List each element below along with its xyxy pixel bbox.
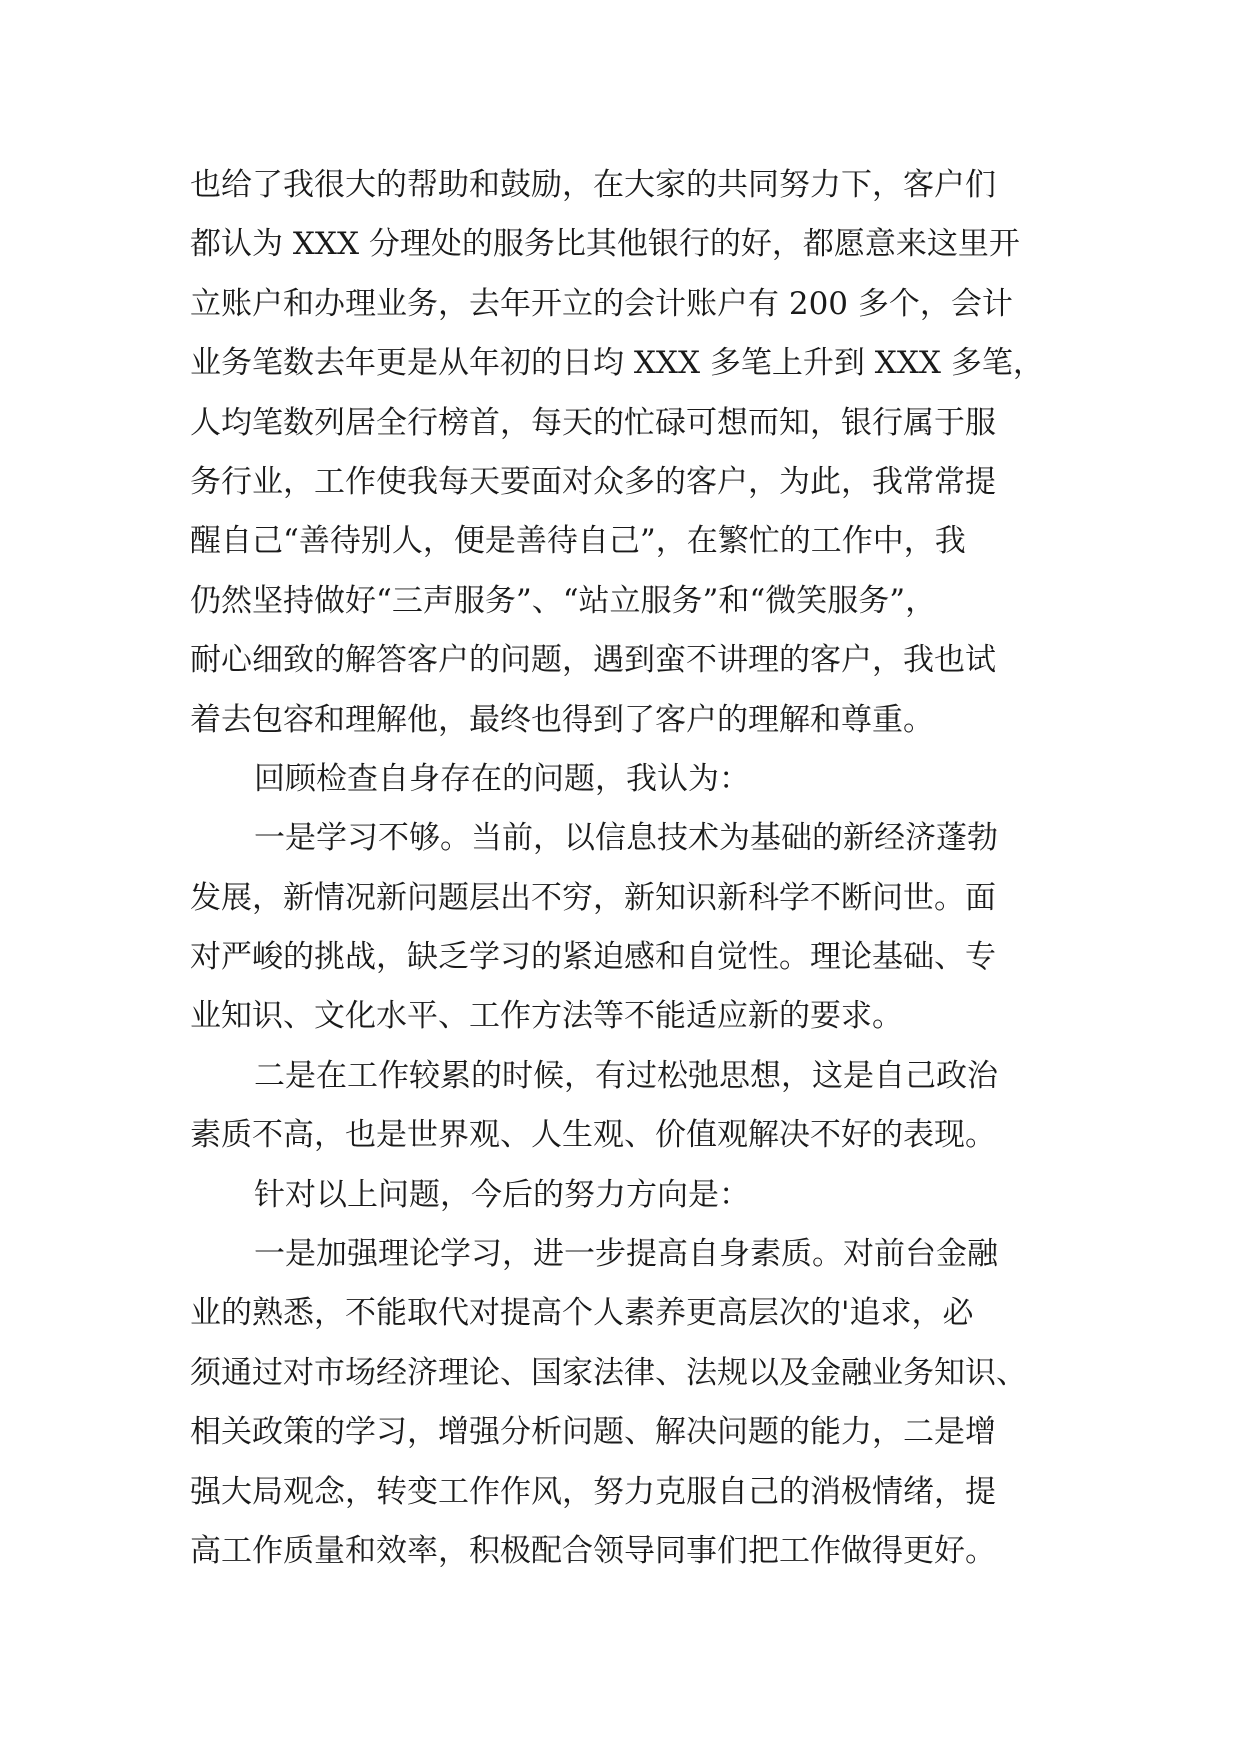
body-text (190, 156, 1070, 1581)
text-line: 业的熟悉，不能取代对提高个人素养更高层次的'追求，必 (190, 1295, 974, 1332)
text-line: 强大局观念，转变工作作风，努力克服自己的消极情绪，提 (190, 1473, 996, 1510)
text-line: 耐心细致的解答客户的问题，遇到蛮不讲理的客户，我也试 (190, 642, 996, 679)
text-line: 也给了我很大的帮助和鼓励，在大家的共同努力下，客户们 (190, 167, 996, 203)
text-line: 业务笔数去年更是从年初的日均 XXX 多笔上升到 XXX 多笔， (190, 345, 1044, 382)
text-line: 相关政策的学习，增强分析问题、解决问题的能力，二是增 (190, 1414, 996, 1451)
text-line: 发展，新情况新问题层出不穷，新知识新科学不断问世。面 (190, 879, 996, 916)
text-line: 业知识、文化水平、工作方法等不能适应新的要求。 (190, 998, 903, 1035)
text-line: 都认为 XXX 分理处的服务比其他银行的好，都愿意来这里开 (190, 226, 1020, 263)
text-line: 仍然坚持做好“三声服务”、“站立服务”和“微笑服务”， (190, 582, 937, 619)
text-line: 高工作质量和效率，积极配合领导同事们把工作做得更好。 (190, 1532, 996, 1569)
text-line: 对严峻的挑战，缺乏学习的紧迫感和自觉性。理论基础、专 (190, 939, 996, 976)
text-line: 务行业，工作使我每天要面对众多的客户，为此，我常常提 (190, 463, 996, 500)
text-line: 立账户和办理业务，去年开立的会计账户有 200 多个，会计 (190, 285, 1013, 322)
text-line: 须通过对市场经济理论、国家法律、法规以及金融业务知识、 (190, 1354, 1027, 1391)
text-line: 素质不高，也是世界观、人生观、价值观解决不好的表现。 (190, 1117, 996, 1154)
text-line: 醒自己“善待别人，便是善待自己”，在繁忙的工作中，我 (190, 523, 966, 560)
paragraph-first-line: 针对以上问题，今后的努力方向是： (254, 1176, 750, 1213)
paragraph-first-line: 一是加强理论学习，进一步提高自身素质。对前台金融 (254, 1236, 998, 1273)
text-line: 人均笔数列居全行榜首，每天的忙碌可想而知，银行属于服 (190, 404, 996, 441)
paragraph-first-line: 一是学习不够。当前，以信息技术为基础的新经济蓬勃 (254, 820, 998, 857)
paragraph-first-line: 二是在工作较累的时候，有过松弛思想，这是自己政治 (254, 1057, 998, 1094)
paragraph-first-line: 回顾检查自身存在的问题，我认为： (254, 760, 750, 797)
text-line: 着去包容和理解他，最终也得到了客户的理解和尊重。 (190, 701, 934, 738)
